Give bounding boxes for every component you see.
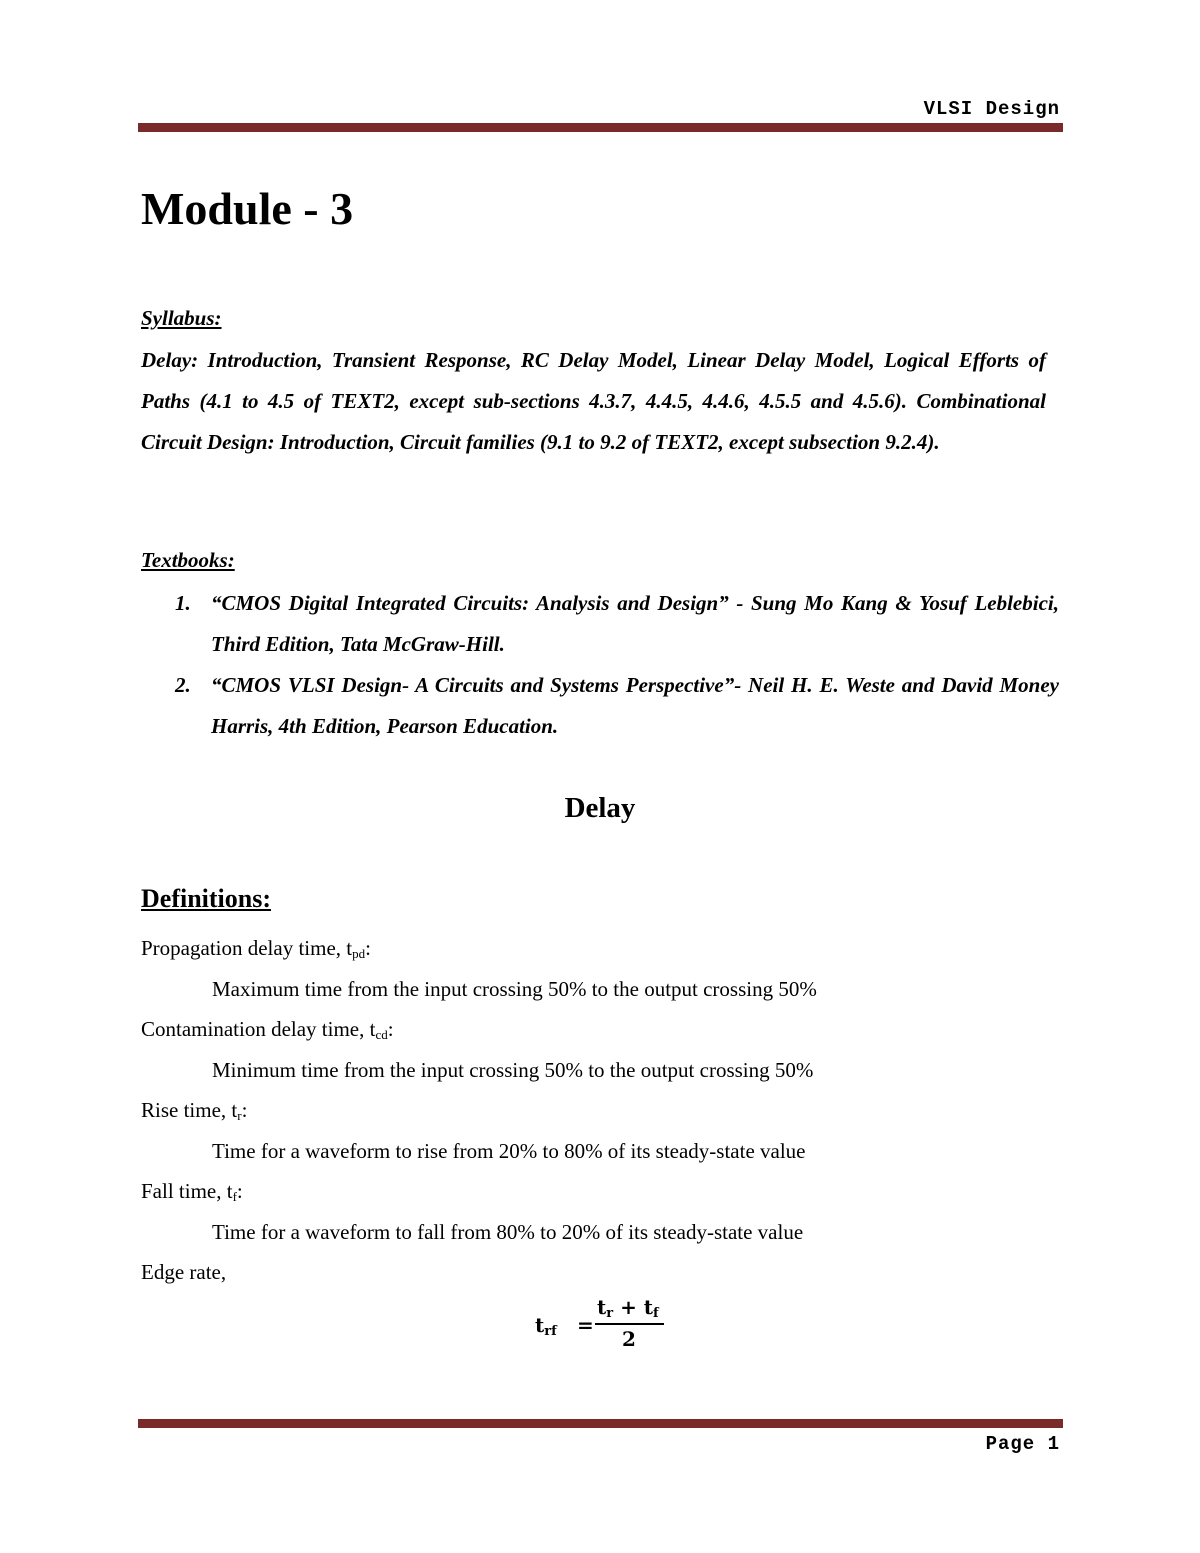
section-title: Delay bbox=[564, 792, 636, 824]
formula-equals: = bbox=[577, 1313, 594, 1337]
footer-rule bbox=[138, 1419, 1063, 1428]
header-rule bbox=[138, 123, 1063, 132]
textbooks-label: Textbooks: bbox=[141, 548, 235, 572]
syllabus-text: Delay: Introduction, Transient Response, RC Delay Model, Linear Delay Model, Logical Efforts of Paths (4.1 to 4.5 of TEXT2, except sub-sections 4.3.7, 4.4.5, 4.4.6, 4.5.5 and 4.5.6). Combinational Circuit Design: Introduction, Circuit families (9.1 to 9.2 of TEXT2, except subsection 9.2.4). bbox=[141, 348, 1046, 454]
page-number: Page 1 bbox=[985, 1433, 1060, 1455]
textbooks-list bbox=[141, 583, 1059, 747]
definition-term: Contamination delay time, $t_{cd}$: bbox=[141, 1017, 394, 1042]
syllabus-label: Syllabus: bbox=[141, 306, 222, 330]
definition-desc: Minimum time from the input crossing 50% to the output crossing 50% bbox=[212, 1057, 814, 1082]
textbook-item bbox=[141, 583, 1059, 665]
header-title: VLSI Design bbox=[923, 98, 1060, 120]
textbook-number: 1. bbox=[175, 591, 191, 615]
definition-term: Rise time, $t_r$: bbox=[141, 1098, 248, 1123]
edge-rate-formula bbox=[535, 1295, 675, 1355]
fraction-bar bbox=[595, 1323, 664, 1325]
definition-desc: Time for a waveform to rise from 20% to 80% of its steady-state value bbox=[212, 1138, 806, 1163]
formula-denominator: 2 bbox=[622, 1327, 636, 1351]
textbook-item bbox=[141, 665, 1059, 747]
definition-term: Propagation delay time, $t_{pd}$: bbox=[141, 936, 371, 961]
formula-numerator: $t_r + t_f$ bbox=[597, 1295, 659, 1321]
edge-rate-label: Edge rate, bbox=[141, 1260, 227, 1284]
definition-desc: Time for a waveform to fall from 80% to 20% of its steady-state value bbox=[212, 1219, 804, 1244]
definition-desc: Maximum time from the input crossing 50% to the output crossing 50% bbox=[212, 976, 817, 1001]
definition-term: Fall time, $t_f$: bbox=[141, 1179, 243, 1204]
formula-lhs: $t_{rf}$ bbox=[535, 1313, 557, 1339]
definitions-heading: Definitions: bbox=[141, 884, 271, 913]
textbook-text: “CMOS VLSI Design- A Circuits and Systems Perspective”- Neil H. E. Weste and David Money Harris, 4th Edition, Pearson Education. bbox=[211, 673, 1059, 738]
definitions-list bbox=[141, 928, 817, 1293]
textbook-number: 2. bbox=[175, 673, 191, 697]
module-title: Module - 3 bbox=[141, 183, 354, 234]
textbook-text: “CMOS Digital Integrated Circuits: Analysis and Design” - Sung Mo Kang & Yosuf Leblebici, Third Edition, Tata McGraw-Hill. bbox=[211, 591, 1059, 656]
